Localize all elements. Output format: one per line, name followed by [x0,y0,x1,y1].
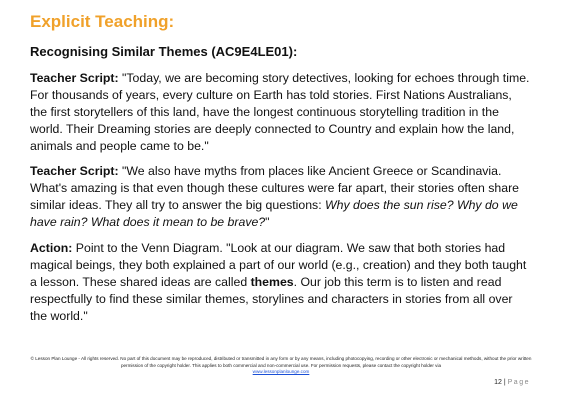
page-number [494,379,530,386]
teacher-script-paragraph-2 [30,163,530,231]
paragraph-label: Teacher Script: [30,71,119,85]
themes-term: themes [250,275,294,289]
paragraph-label: Teacher Script: [30,164,119,178]
copyright-text: © Lesson Plan Lounge - All rights reserved. No part of this document may be reproduced, distributed or transmitted in any form or by any means, including photocopying, recording or other electronic or mechanical methods, without the prior written permission of the copyright holder. This applies to both commercial and non-commercial use. For permission requests, please contact the copyright holder via [30,356,532,368]
paragraph-label: Action: [30,241,73,255]
paragraph-text: "Today, we are becoming story detectives, looking for echoes through time. For thousands of years, every culture on Earth has told stories. First Nations Australians, the first storytellers of this land, have the longest continuous storytelling tradition in the world. Their Dreaming stories are deeply connected to Country and explain how the land, animals and people came to be." [30,71,530,153]
section-heading: Explicit Teaching: [30,12,175,31]
big-questions-text: Why does the sun rise? Why do we have rain? What does it mean to be brave? [30,198,518,229]
page-number-separator: | [501,379,508,386]
teacher-script-paragraph-1 [30,70,530,155]
website-link[interactable]: www.lessonplanlounge.com [252,369,310,374]
copyright-footer [30,356,532,376]
lesson-subheading: Recognising Similar Themes (AC9E4LE01): [30,44,298,59]
page-number-value: 12 [494,379,502,386]
paragraph-text: "We also have myths from places like Ancient Greece or Scandinavia. What's amazing is that even though these cultures were far apart, their stories often share similar ideas. They all try to answer the big questions: [30,164,520,212]
paragraph-end: . Our job this term is to listen and read respectfully to find these similar themes, storylines and characters in stories from all over the world." [30,275,513,323]
action-paragraph [30,240,530,325]
page-word: Page [507,379,530,386]
paragraph-end: " [265,215,270,229]
paragraph-text: Point to the Venn Diagram. "Look at our diagram. We saw that both stories had magical beings, they both explained a part of our world (e.g., creation) and they both taught a lesson. These shared ideas are called [30,241,527,289]
